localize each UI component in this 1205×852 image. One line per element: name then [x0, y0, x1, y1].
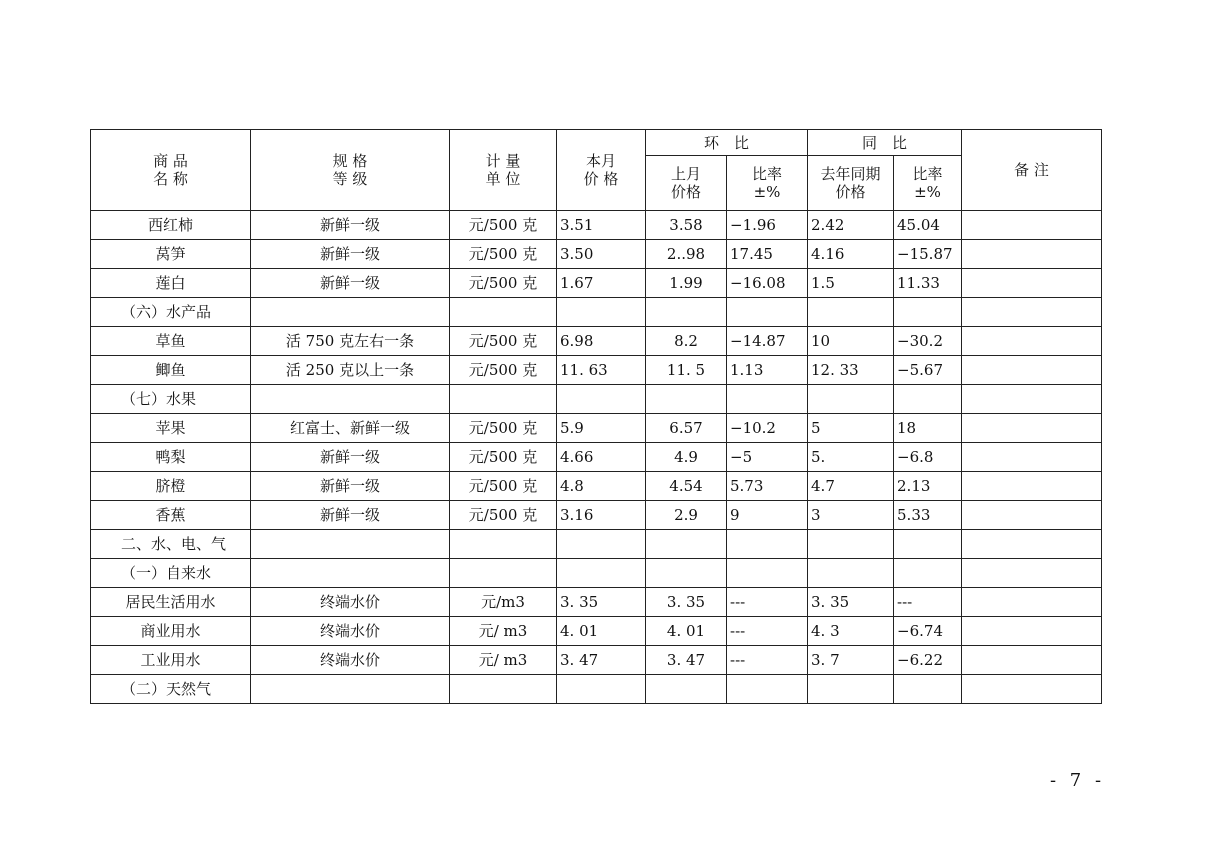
- empty-cell: [251, 298, 450, 327]
- cell-note: [962, 675, 1102, 704]
- empty-cell: [251, 559, 450, 588]
- empty-cell: [450, 675, 557, 704]
- header-spec: 规 格 等 级: [251, 130, 450, 211]
- cell-last-year-price: 2.42: [808, 211, 894, 240]
- empty-cell: [557, 530, 646, 559]
- cell-unit: 元/500 克: [450, 356, 557, 385]
- page-number: - 7 -: [1050, 770, 1106, 791]
- cell-note: [962, 211, 1102, 240]
- cell-last-month-price: 8.2: [646, 327, 727, 356]
- header-yoy: 同 比: [808, 130, 962, 156]
- cell-unit: 元/500 克: [450, 269, 557, 298]
- empty-cell: [727, 298, 808, 327]
- cell-spec: 终端水价: [251, 617, 450, 646]
- empty-cell: [450, 385, 557, 414]
- header-unit: 计 量 单 位: [450, 130, 557, 211]
- cell-name: 莴笋: [91, 240, 251, 269]
- cell-name: 工业用水: [91, 646, 251, 675]
- cell-yoy-rate: ---: [894, 588, 962, 617]
- cell-mom-rate: 5.73: [727, 472, 808, 501]
- empty-cell: [808, 559, 894, 588]
- cell-name: 脐橙: [91, 472, 251, 501]
- cell-note: [962, 443, 1102, 472]
- section-row: [91, 298, 1102, 327]
- cell-last-year-price: 10: [808, 327, 894, 356]
- header-current-price: 本月 价 格: [557, 130, 646, 211]
- cell-note: [962, 414, 1102, 443]
- cell-current-price: 1.67: [557, 269, 646, 298]
- cell-yoy-rate: 45.04: [894, 211, 962, 240]
- table-row: [91, 356, 1102, 385]
- cell-current-price: 4.66: [557, 443, 646, 472]
- cell-note: [962, 646, 1102, 675]
- cell-yoy-rate: −5.67: [894, 356, 962, 385]
- header-yoy-rate: 比率 ±%: [894, 156, 962, 211]
- table-row: [91, 240, 1102, 269]
- cell-unit: 元/500 克: [450, 240, 557, 269]
- cell-spec: 活 250 克以上一条: [251, 356, 450, 385]
- empty-cell: [450, 298, 557, 327]
- cell-yoy-rate: 2.13: [894, 472, 962, 501]
- empty-cell: [646, 298, 727, 327]
- cell-name: 居民生活用水: [91, 588, 251, 617]
- cell-mom-rate: −10.2: [727, 414, 808, 443]
- empty-cell: [727, 559, 808, 588]
- cell-name: 商业用水: [91, 617, 251, 646]
- empty-cell: [727, 675, 808, 704]
- cell-last-year-price: 5.: [808, 443, 894, 472]
- empty-cell: [894, 559, 962, 588]
- empty-cell: [808, 530, 894, 559]
- cell-spec: 终端水价: [251, 588, 450, 617]
- cell-last-month-price: 2..98: [646, 240, 727, 269]
- table-row: [91, 472, 1102, 501]
- empty-cell: [727, 385, 808, 414]
- cell-note: [962, 327, 1102, 356]
- empty-cell: [808, 298, 894, 327]
- cell-yoy-rate: 11.33: [894, 269, 962, 298]
- empty-cell: [894, 530, 962, 559]
- cell-last-month-price: 2.9: [646, 501, 727, 530]
- empty-cell: [808, 675, 894, 704]
- cell-current-price: 3. 47: [557, 646, 646, 675]
- cell-yoy-rate: −6.74: [894, 617, 962, 646]
- empty-cell: [646, 530, 727, 559]
- cell-last-year-price: 4. 3: [808, 617, 894, 646]
- cell-mom-rate: −14.87: [727, 327, 808, 356]
- cell-note: [962, 559, 1102, 588]
- empty-cell: [450, 559, 557, 588]
- header-last-month: 上月 价格: [646, 156, 727, 211]
- cell-last-month-price: 3. 35: [646, 588, 727, 617]
- table-row: [91, 588, 1102, 617]
- empty-cell: [450, 530, 557, 559]
- cell-last-month-price: 1.99: [646, 269, 727, 298]
- cell-note: [962, 298, 1102, 327]
- cell-mom-rate: ---: [727, 617, 808, 646]
- empty-cell: [646, 675, 727, 704]
- cell-last-month-price: 11. 5: [646, 356, 727, 385]
- header-mom: 环 比: [646, 130, 808, 156]
- cell-spec: 红富士、新鲜一级: [251, 414, 450, 443]
- cell-name: 苹果: [91, 414, 251, 443]
- cell-yoy-rate: 18: [894, 414, 962, 443]
- cell-current-price: 3.16: [557, 501, 646, 530]
- cell-current-price: 4.8: [557, 472, 646, 501]
- cell-note: [962, 588, 1102, 617]
- cell-current-price: 11. 63: [557, 356, 646, 385]
- table-row: [91, 269, 1102, 298]
- cell-last-month-price: 4.54: [646, 472, 727, 501]
- header-last-year: 去年同期 价格: [808, 156, 894, 211]
- cell-note: [962, 530, 1102, 559]
- cell-mom-rate: ---: [727, 588, 808, 617]
- cell-last-month-price: 3.58: [646, 211, 727, 240]
- cell-name: 鸭梨: [91, 443, 251, 472]
- cell-yoy-rate: −30.2: [894, 327, 962, 356]
- cell-unit: 元/ m3: [450, 646, 557, 675]
- section-row: [91, 385, 1102, 414]
- cell-last-year-price: 12. 33: [808, 356, 894, 385]
- section-label: 二、水、电、气: [91, 530, 251, 559]
- cell-spec: 新鲜一级: [251, 501, 450, 530]
- empty-cell: [251, 385, 450, 414]
- cell-last-year-price: 3. 7: [808, 646, 894, 675]
- header-mom-rate: 比率 ±%: [727, 156, 808, 211]
- price-table: [90, 129, 1102, 704]
- cell-unit: 元/500 克: [450, 472, 557, 501]
- cell-yoy-rate: −15.87: [894, 240, 962, 269]
- cell-last-month-price: 4.9: [646, 443, 727, 472]
- cell-unit: 元/m3: [450, 588, 557, 617]
- section-label: （七）水果: [91, 385, 251, 414]
- cell-unit: 元/ m3: [450, 617, 557, 646]
- cell-last-year-price: 5: [808, 414, 894, 443]
- cell-current-price: 3.50: [557, 240, 646, 269]
- cell-last-month-price: 4. 01: [646, 617, 727, 646]
- table-row: [91, 646, 1102, 675]
- cell-name: 莲白: [91, 269, 251, 298]
- cell-mom-rate: 1.13: [727, 356, 808, 385]
- cell-last-year-price: 3: [808, 501, 894, 530]
- cell-yoy-rate: −6.8: [894, 443, 962, 472]
- cell-spec: 新鲜一级: [251, 269, 450, 298]
- cell-name: 草鱼: [91, 327, 251, 356]
- empty-cell: [557, 298, 646, 327]
- empty-cell: [251, 530, 450, 559]
- cell-name: 香蕉: [91, 501, 251, 530]
- cell-last-year-price: 1.5: [808, 269, 894, 298]
- cell-name: 鲫鱼: [91, 356, 251, 385]
- cell-current-price: 5.9: [557, 414, 646, 443]
- cell-yoy-rate: 5.33: [894, 501, 962, 530]
- empty-cell: [646, 385, 727, 414]
- table-row: [91, 327, 1102, 356]
- cell-note: [962, 472, 1102, 501]
- cell-current-price: 3.51: [557, 211, 646, 240]
- cell-mom-rate: −1.96: [727, 211, 808, 240]
- empty-cell: [557, 675, 646, 704]
- empty-cell: [251, 675, 450, 704]
- cell-note: [962, 356, 1102, 385]
- cell-mom-rate: ---: [727, 646, 808, 675]
- cell-last-month-price: 6.57: [646, 414, 727, 443]
- table-row: [91, 211, 1102, 240]
- empty-cell: [557, 559, 646, 588]
- table-row: [91, 414, 1102, 443]
- cell-spec: 新鲜一级: [251, 443, 450, 472]
- cell-note: [962, 617, 1102, 646]
- empty-cell: [646, 559, 727, 588]
- cell-note: [962, 501, 1102, 530]
- cell-unit: 元/500 克: [450, 501, 557, 530]
- cell-last-year-price: 4.7: [808, 472, 894, 501]
- cell-unit: 元/500 克: [450, 327, 557, 356]
- cell-current-price: 3. 35: [557, 588, 646, 617]
- cell-note: [962, 269, 1102, 298]
- cell-spec: 终端水价: [251, 646, 450, 675]
- cell-unit: 元/500 克: [450, 443, 557, 472]
- empty-cell: [894, 298, 962, 327]
- cell-spec: 新鲜一级: [251, 240, 450, 269]
- cell-spec: 新鲜一级: [251, 472, 450, 501]
- empty-cell: [727, 530, 808, 559]
- cell-mom-rate: 17.45: [727, 240, 808, 269]
- section-row: [91, 530, 1102, 559]
- cell-mom-rate: −5: [727, 443, 808, 472]
- table-row: [91, 501, 1102, 530]
- cell-unit: 元/500 克: [450, 414, 557, 443]
- cell-spec: 新鲜一级: [251, 211, 450, 240]
- cell-current-price: 4. 01: [557, 617, 646, 646]
- table-body: [91, 211, 1102, 704]
- section-row: [91, 675, 1102, 704]
- cell-last-year-price: 3. 35: [808, 588, 894, 617]
- cell-last-year-price: 4.16: [808, 240, 894, 269]
- cell-current-price: 6.98: [557, 327, 646, 356]
- section-label: （二）天然气: [91, 675, 251, 704]
- table-row: [91, 443, 1102, 472]
- header-note: 备 注: [962, 130, 1102, 211]
- section-label: （一）自来水: [91, 559, 251, 588]
- empty-cell: [808, 385, 894, 414]
- cell-name: 西红柿: [91, 211, 251, 240]
- section-row: [91, 559, 1102, 588]
- cell-yoy-rate: −6.22: [894, 646, 962, 675]
- cell-note: [962, 240, 1102, 269]
- cell-mom-rate: −16.08: [727, 269, 808, 298]
- empty-cell: [894, 675, 962, 704]
- table-row: [91, 617, 1102, 646]
- cell-unit: 元/500 克: [450, 211, 557, 240]
- empty-cell: [894, 385, 962, 414]
- cell-spec: 活 750 克左右一条: [251, 327, 450, 356]
- empty-cell: [557, 385, 646, 414]
- cell-mom-rate: 9: [727, 501, 808, 530]
- cell-last-month-price: 3. 47: [646, 646, 727, 675]
- header-name: 商 品 名 称: [91, 130, 251, 211]
- cell-note: [962, 385, 1102, 414]
- section-label: （六）水产品: [91, 298, 251, 327]
